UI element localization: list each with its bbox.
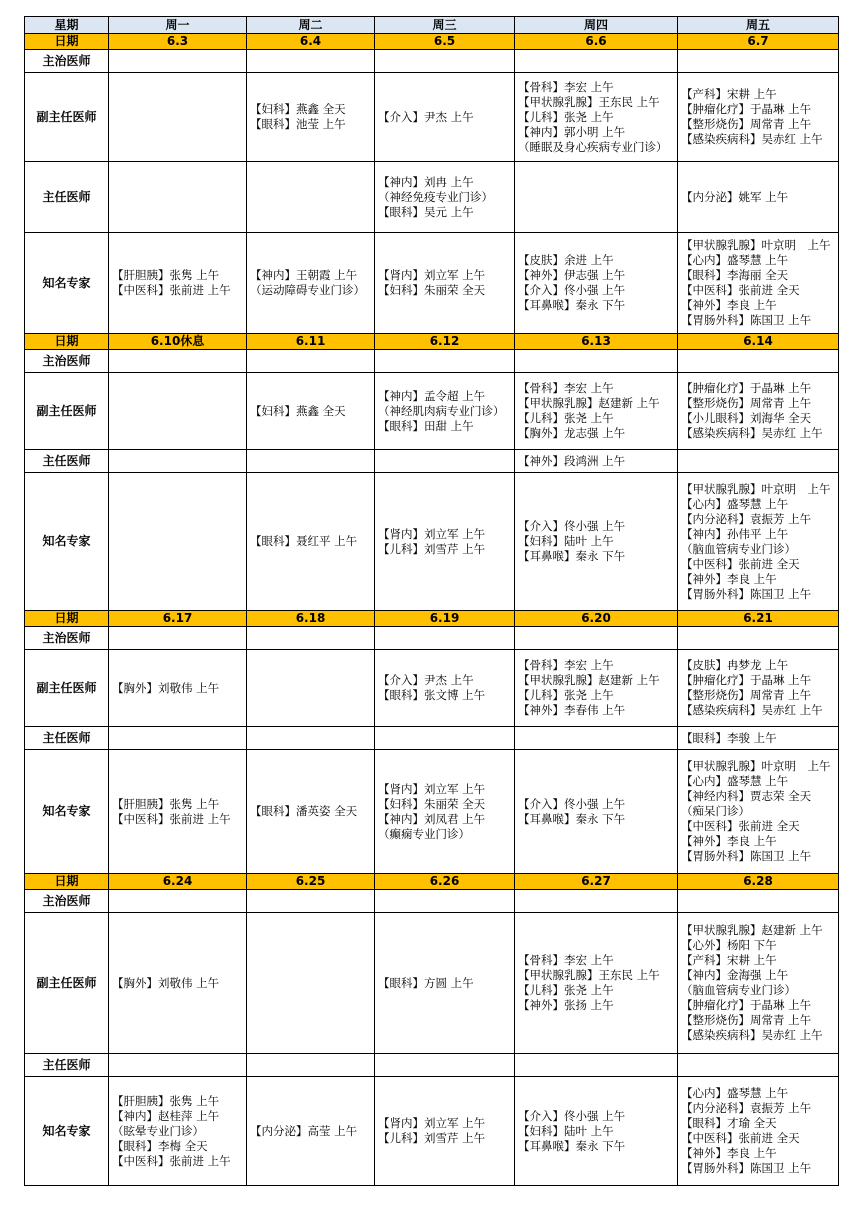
header-day-thu: 周四	[515, 17, 678, 34]
doctor-entry: 【神外】伊志强 上午	[518, 268, 626, 282]
schedule-cell	[678, 627, 839, 650]
date-cell: 6.18	[247, 611, 375, 627]
schedule-cell	[375, 1077, 515, 1186]
doctor-entry: （眩晕专业门诊）	[112, 1123, 204, 1138]
row-associate-chief	[25, 650, 839, 727]
header-day-wed: 周三	[375, 17, 515, 34]
doctor-entry: 【内分泌科】袁振芳 上午	[681, 1101, 812, 1115]
doctor-entry: 【眼科】李骏 上午	[681, 730, 777, 745]
doctor-entry: 【妇科】朱丽荣 全天	[378, 796, 486, 811]
schedule-cell	[678, 73, 839, 162]
doctor-entry: 【心内】盛琴慧 上午	[681, 1086, 789, 1100]
doctor-entry: 【甲状腺乳腺】赵建新 上午	[681, 923, 823, 937]
schedule-cell	[109, 727, 247, 750]
schedule-cell	[375, 73, 515, 162]
row-attending	[25, 350, 839, 373]
doctor-entry: 【神内】赵桂萍 上午	[112, 1108, 220, 1123]
header-row	[25, 17, 839, 34]
doctor-entry: 【眼科】方圆 上午	[378, 975, 474, 990]
date-cell: 6.24	[109, 874, 247, 890]
header-label: 星期	[25, 17, 109, 34]
doctor-entry: 【甲状腺乳腺】王东民 上午	[518, 968, 660, 982]
doctor-entry: 【耳鼻喉】秦永 下午	[518, 811, 626, 826]
schedule-cell	[515, 473, 678, 611]
schedule-cell	[515, 890, 678, 913]
date-cell: 6.10休息	[109, 334, 247, 350]
doctor-entry: 【骨科】李宏 上午	[518, 658, 614, 672]
date-cell: 6.5	[375, 34, 515, 50]
doctor-entry: 【肿瘤化疗】于晶琳 上午	[681, 381, 812, 395]
doctor-entry: 【神外】张扬 上午	[518, 998, 614, 1012]
doctor-entry: 【整形烧伤】周常青 上午	[681, 117, 812, 131]
schedule-cell	[109, 73, 247, 162]
doctor-entry: 【中医科】张前进 上午	[112, 283, 231, 297]
schedule-cell	[247, 1077, 375, 1186]
doctor-entry: 【小儿眼科】刘海华 全天	[681, 411, 812, 425]
doctor-entry: 【神外】李良 上午	[681, 1146, 777, 1160]
schedule-cell	[678, 373, 839, 450]
doctor-entry: 【甲状腺乳腺】叶京明 上午	[681, 759, 831, 773]
date-cell: 6.20	[515, 611, 678, 627]
doctor-entry: 【整形烧伤】周常青 上午	[681, 688, 812, 702]
doctor-entry: 【神内】孟令超 上午	[378, 388, 486, 403]
schedule-cell	[678, 1077, 839, 1186]
schedule-cell	[247, 450, 375, 473]
row-label: 知名专家	[25, 750, 109, 874]
doctor-entry: 【甲状腺乳腺】叶京明 上午	[681, 238, 831, 252]
schedule-cell	[678, 50, 839, 73]
doctor-entry: 【胃肠外科】陈国卫 上午	[681, 1161, 812, 1175]
date-cell: 6.19	[375, 611, 515, 627]
doctor-entry: 【神外】李良 上午	[681, 834, 777, 848]
doctor-entry: 【肾内】刘立军 上午	[378, 268, 486, 282]
doctor-entry: 【甲状腺乳腺】赵建新 上午	[518, 673, 660, 687]
schedule-cell	[247, 1054, 375, 1077]
date-label: 日期	[25, 34, 109, 50]
schedule-cell	[515, 50, 678, 73]
row-attending	[25, 50, 839, 73]
schedule-cell	[247, 627, 375, 650]
row-label: 副主任医师	[25, 913, 109, 1054]
schedule-cell	[375, 913, 515, 1054]
date-label: 日期	[25, 334, 109, 350]
schedule-cell	[109, 627, 247, 650]
schedule-cell	[515, 627, 678, 650]
doctor-entry: 【肝胆胰】张隽 上午	[112, 1093, 220, 1108]
row-label: 主任医师	[25, 1054, 109, 1077]
schedule-cell	[678, 350, 839, 373]
row-label: 主治医师	[25, 890, 109, 913]
schedule-cell	[678, 1054, 839, 1077]
doctor-entry: 【内分泌】高莹 上午	[250, 1123, 358, 1138]
row-associate-chief	[25, 373, 839, 450]
date-row	[25, 334, 839, 350]
schedule-cell	[515, 1054, 678, 1077]
schedule-cell	[247, 50, 375, 73]
doctor-entry: 【胃肠外科】陈国卫 上午	[681, 849, 812, 863]
schedule-cell	[375, 750, 515, 874]
schedule-cell	[375, 373, 515, 450]
date-cell: 6.26	[375, 874, 515, 890]
doctor-entry: （脑血管病专业门诊）	[681, 541, 796, 556]
doctor-entry: 【中医科】张前进 全天	[681, 819, 800, 833]
date-row	[25, 611, 839, 627]
schedule-cell	[109, 650, 247, 727]
schedule-cell	[109, 473, 247, 611]
doctor-entry: 【产科】宋耕 上午	[681, 953, 777, 967]
schedule-cell	[247, 890, 375, 913]
row-label: 副主任医师	[25, 73, 109, 162]
doctor-entry: 【介入】尹杰 上午	[378, 109, 474, 124]
row-label: 知名专家	[25, 233, 109, 334]
row-chief	[25, 450, 839, 473]
doctor-entry: 【眼科】吴元 上午	[378, 204, 474, 219]
schedule-cell	[109, 450, 247, 473]
doctor-entry: （神经免疫专业门诊）	[378, 189, 493, 204]
schedule-cell	[375, 350, 515, 373]
schedule-cell	[109, 890, 247, 913]
doctor-entry: 【介入】尹杰 上午	[378, 673, 474, 687]
schedule-cell	[678, 750, 839, 874]
doctor-entry: 【介入】佟小强 上午	[518, 283, 626, 297]
row-famous-expert	[25, 233, 839, 334]
row-label: 知名专家	[25, 473, 109, 611]
date-row	[25, 34, 839, 50]
row-attending	[25, 890, 839, 913]
doctor-entry: 【肿瘤化疗】于晶琳 上午	[681, 102, 812, 116]
date-cell: 6.17	[109, 611, 247, 627]
row-label: 主治医师	[25, 350, 109, 373]
doctor-entry: 【骨科】李宏 上午	[518, 953, 614, 967]
doctor-entry: 【肾内】刘立军 上午	[378, 526, 486, 541]
schedule-cell	[247, 373, 375, 450]
doctor-entry: 【神经内科】贾志荣 全天	[681, 789, 812, 803]
doctor-entry: 【眼科】李梅 全天	[112, 1138, 208, 1153]
doctor-entry: 【胃肠外科】陈国卫 上午	[681, 313, 812, 327]
schedule-cell	[109, 50, 247, 73]
doctor-entry: 【骨科】李宏 上午	[518, 381, 614, 395]
doctor-entry: 【眼科】田甜 上午	[378, 418, 474, 433]
doctor-entry: 【眼科】潘英姿 全天	[250, 804, 358, 818]
doctor-entry: 【感染疾病科】吴赤红 上午	[681, 132, 823, 146]
doctor-entry: （睡眠及身心疾病专业门诊）	[518, 139, 668, 154]
schedule-cell	[678, 233, 839, 334]
doctor-entry: （癫痫专业门诊）	[378, 826, 470, 841]
row-chief	[25, 162, 839, 233]
schedule-cell	[375, 473, 515, 611]
schedule-cell	[515, 73, 678, 162]
row-chief	[25, 727, 839, 750]
row-chief	[25, 1054, 839, 1077]
doctor-entry: 【心内】盛琴慧 上午	[681, 253, 789, 267]
row-label: 主治医师	[25, 627, 109, 650]
doctor-entry: 【感染疾病科】吴赤红 上午	[681, 426, 823, 440]
schedule-cell	[678, 913, 839, 1054]
row-associate-chief	[25, 913, 839, 1054]
doctor-entry: 【妇科】陆叶 上午	[518, 1123, 614, 1138]
doctor-entry: 【肿瘤化疗】于晶琳 上午	[681, 673, 812, 687]
doctor-entry: 【整形烧伤】周常青 上午	[681, 1013, 812, 1027]
schedule-cell	[247, 473, 375, 611]
doctor-entry: 【眼科】池莹 上午	[250, 117, 346, 131]
doctor-entry: 【儿科】张尧 上午	[518, 688, 614, 702]
schedule-cell	[247, 727, 375, 750]
schedule-cell	[109, 1054, 247, 1077]
doctor-entry: 【儿科】刘雪芹 上午	[378, 1131, 486, 1145]
row-label: 主任医师	[25, 450, 109, 473]
row-famous-expert	[25, 1077, 839, 1186]
doctor-entry: 【神内】刘冉 上午	[378, 174, 474, 189]
doctor-entry: 【耳鼻喉】秦永 下午	[518, 549, 626, 563]
schedule-cell	[678, 727, 839, 750]
schedule-cell	[109, 373, 247, 450]
date-cell: 6.7	[678, 34, 839, 50]
date-label: 日期	[25, 874, 109, 890]
doctor-entry: 【胸外】龙志强 上午	[518, 426, 626, 440]
date-cell: 6.11	[247, 334, 375, 350]
schedule-cell	[515, 373, 678, 450]
doctor-entry: （痴呆门诊）	[681, 804, 750, 818]
doctor-entry: 【妇科】陆叶 上午	[518, 534, 614, 548]
row-label: 主任医师	[25, 727, 109, 750]
doctor-entry: 【肝胆胰】张隽 上午	[112, 796, 220, 811]
schedule-cell	[515, 750, 678, 874]
doctor-entry: 【产科】宋耕 上午	[681, 87, 777, 101]
doctor-entry: 【感染疾病科】吴赤红 上午	[681, 1028, 823, 1042]
schedule-cell	[375, 1054, 515, 1077]
schedule-cell	[375, 233, 515, 334]
row-associate-chief	[25, 73, 839, 162]
date-cell: 6.25	[247, 874, 375, 890]
date-row	[25, 874, 839, 890]
doctor-entry: 【妇科】燕鑫 全天	[250, 102, 346, 116]
doctor-entry: 【介入】佟小强 上午	[518, 796, 626, 811]
doctor-entry: 【神内】刘凤君 上午	[378, 811, 486, 826]
doctor-entry: 【内分泌科】袁振芳 上午	[681, 511, 812, 526]
schedule-cell	[247, 750, 375, 874]
date-cell: 6.14	[678, 334, 839, 350]
schedule-cell	[375, 162, 515, 233]
doctor-entry: 【胸外】刘敬伟 上午	[112, 975, 220, 990]
schedule-cell	[247, 350, 375, 373]
header-day-tue: 周二	[247, 17, 375, 34]
row-label: 主任医师	[25, 162, 109, 233]
row-label: 知名专家	[25, 1077, 109, 1186]
doctor-entry: 【眼科】才瑜 全天	[681, 1116, 777, 1130]
date-cell: 6.13	[515, 334, 678, 350]
row-famous-expert	[25, 750, 839, 874]
doctor-entry: 【神内】王朝霞 上午	[250, 268, 358, 282]
schedule-cell	[375, 890, 515, 913]
schedule-cell	[375, 627, 515, 650]
row-attending	[25, 627, 839, 650]
schedule-cell	[515, 1077, 678, 1186]
schedule-table	[24, 16, 839, 1186]
header-day-fri: 周五	[678, 17, 839, 34]
doctor-entry: 【眼科】李海丽 全天	[681, 268, 789, 282]
date-cell: 6.4	[247, 34, 375, 50]
schedule-cell	[375, 650, 515, 727]
doctor-entry: 【骨科】李宏 上午	[518, 79, 614, 94]
schedule-cell	[678, 650, 839, 727]
doctor-entry: 【胃肠外科】陈国卫 上午	[681, 586, 812, 601]
doctor-entry: 【肾内】刘立军 上午	[378, 1116, 486, 1130]
date-cell: 6.28	[678, 874, 839, 890]
doctor-entry: 【甲状腺乳腺】赵建新 上午	[518, 396, 660, 410]
doctor-entry: 【心内】盛琴慧 上午	[681, 774, 789, 788]
schedule-cell	[678, 890, 839, 913]
schedule-cell	[109, 162, 247, 233]
date-cell: 6.12	[375, 334, 515, 350]
doctor-entry: （神经肌肉病专业门诊）	[378, 403, 505, 418]
schedule-cell	[109, 750, 247, 874]
doctor-entry: 【肾内】刘立军 上午	[378, 781, 486, 796]
doctor-entry: 【神内】金海强 上午	[681, 968, 789, 982]
schedule-cell	[678, 473, 839, 611]
date-cell: 6.21	[678, 611, 839, 627]
doctor-entry: 【眼科】张文博 上午	[378, 688, 486, 702]
row-label: 副主任医师	[25, 373, 109, 450]
doctor-entry: 【神外】李良 上午	[681, 298, 777, 312]
schedule-cell	[247, 162, 375, 233]
date-cell: 6.27	[515, 874, 678, 890]
doctor-entry: 【儿科】张尧 上午	[518, 411, 614, 425]
doctor-entry: 【神外】段鸿洲 上午	[518, 453, 626, 468]
schedule-cell	[515, 162, 678, 233]
doctor-entry: 【介入】佟小强 上午	[518, 1108, 626, 1123]
schedule-cell	[678, 162, 839, 233]
schedule-cell	[247, 233, 375, 334]
doctor-entry: 【儿科】张尧 上午	[518, 983, 614, 997]
date-label: 日期	[25, 611, 109, 627]
row-famous-expert	[25, 473, 839, 611]
schedule-cell	[515, 450, 678, 473]
doctor-entry: 【妇科】燕鑫 全天	[250, 403, 346, 418]
doctor-entry: 【儿科】刘雪芹 上午	[378, 541, 486, 556]
doctor-entry: （脑血管病专业门诊）	[681, 983, 796, 997]
doctor-entry: 【耳鼻喉】秦永 下午	[518, 1138, 626, 1153]
doctor-entry: 【甲状腺乳腺】王东民 上午	[518, 94, 660, 109]
doctor-entry: 【肝胆胰】张隽 上午	[112, 268, 220, 282]
schedule-cell	[515, 913, 678, 1054]
doctor-entry: 【皮肤】冉梦龙 上午	[681, 658, 789, 672]
schedule-cell	[375, 50, 515, 73]
schedule-cell	[247, 73, 375, 162]
doctor-entry: 【神内】郭小明 上午	[518, 124, 626, 139]
header-day-mon: 周一	[109, 17, 247, 34]
schedule-cell	[247, 913, 375, 1054]
doctor-entry: 【妇科】朱丽荣 全天	[378, 283, 486, 297]
doctor-entry: 【神内】孙伟平 上午	[681, 526, 789, 541]
schedule-cell	[515, 650, 678, 727]
doctor-entry: 【心内】盛琴慧 上午	[681, 496, 789, 511]
doctor-entry: 【中医科】张前进 上午	[112, 811, 231, 826]
row-label: 副主任医师	[25, 650, 109, 727]
doctor-entry: 【神外】李良 上午	[681, 571, 777, 586]
doctor-entry: 【整形烧伤】周常青 上午	[681, 396, 812, 410]
doctor-entry: 【介入】佟小强 上午	[518, 519, 626, 533]
schedule-cell	[515, 727, 678, 750]
schedule-cell	[109, 233, 247, 334]
schedule-cell	[375, 727, 515, 750]
doctor-entry: 【耳鼻喉】秦永 下午	[518, 298, 626, 312]
schedule-cell	[515, 350, 678, 373]
doctor-entry: 【神外】李春伟 上午	[518, 703, 626, 717]
doctor-entry: 【中医科】张前进 全天	[681, 283, 800, 297]
schedule-cell	[109, 1077, 247, 1186]
doctor-entry: 【肿瘤化疗】于晶琳 上午	[681, 998, 812, 1012]
schedule-cell	[375, 450, 515, 473]
doctor-entry: 【中医科】张前进 全天	[681, 1131, 800, 1145]
doctor-entry: （运动障碍专业门诊）	[250, 283, 365, 297]
schedule-cell	[109, 350, 247, 373]
doctor-entry: 【皮肤】余进 上午	[518, 253, 614, 267]
doctor-entry: 【心外】杨阳 下午	[681, 938, 777, 952]
date-cell: 6.3	[109, 34, 247, 50]
doctor-entry: 【甲状腺乳腺】叶京明 上午	[681, 481, 831, 496]
row-label: 主治医师	[25, 50, 109, 73]
date-cell: 6.6	[515, 34, 678, 50]
doctor-entry: 【中医科】张前进 上午	[112, 1153, 231, 1168]
doctor-entry: 【内分泌】姚军 上午	[681, 189, 789, 204]
schedule-cell	[247, 650, 375, 727]
doctor-entry: 【眼科】聂红平 上午	[250, 534, 358, 548]
schedule-cell	[109, 913, 247, 1054]
schedule-cell	[678, 450, 839, 473]
schedule-cell	[515, 233, 678, 334]
doctor-entry: 【胸外】刘敬伟 上午	[112, 680, 220, 695]
doctor-entry: 【儿科】张尧 上午	[518, 109, 614, 124]
doctor-entry: 【中医科】张前进 全天	[681, 556, 800, 571]
doctor-entry: 【感染疾病科】吴赤红 上午	[681, 703, 823, 717]
